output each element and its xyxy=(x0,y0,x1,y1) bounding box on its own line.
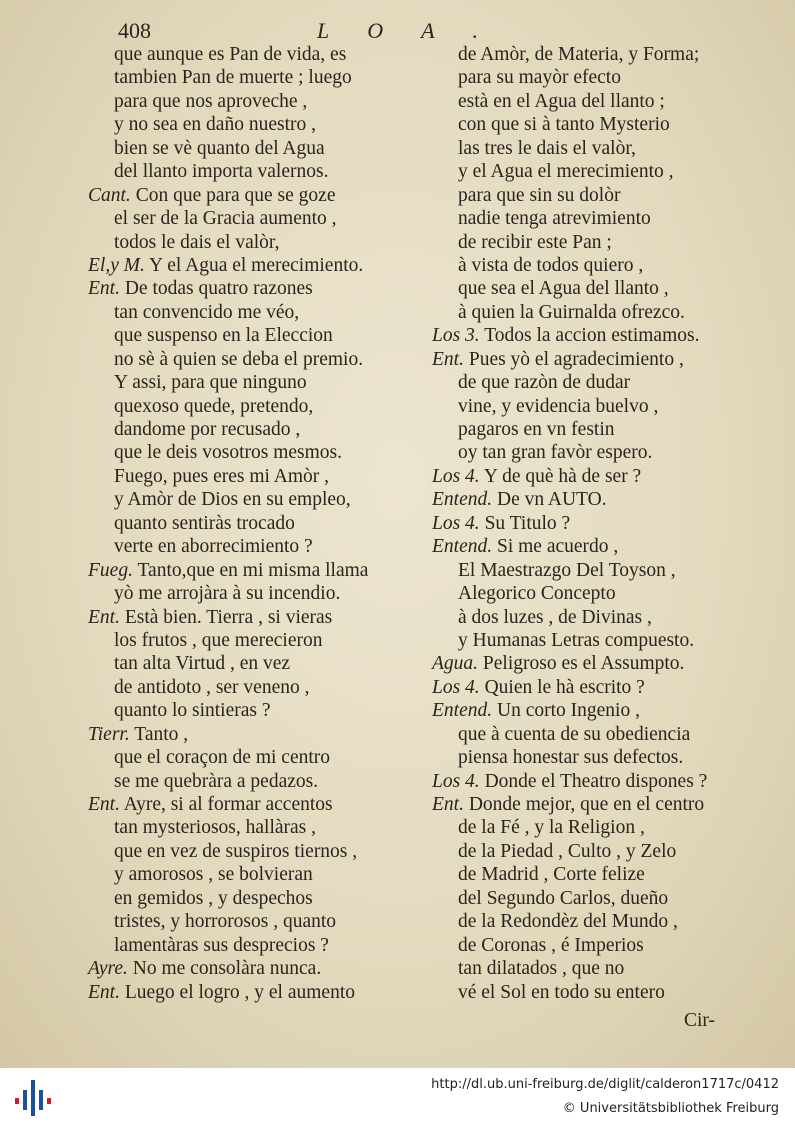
speaker-label: Ent. xyxy=(88,606,120,628)
speaker-label: Agua. xyxy=(432,653,479,675)
speaker-label: Ent. xyxy=(432,794,464,815)
text-line xyxy=(432,301,767,324)
text-line xyxy=(432,629,767,652)
text-line xyxy=(88,113,418,136)
verse-text: tan convencido me véo, xyxy=(114,301,300,323)
text-line xyxy=(432,488,767,511)
verse-text: para su mayòr efecto xyxy=(458,67,621,89)
text-line xyxy=(432,90,767,113)
text-line xyxy=(432,371,767,394)
verse-text: à dos luzes , de Divinas , xyxy=(458,606,652,628)
verse-text: Todos la accion estimamos. xyxy=(484,325,700,347)
verse-text: del llanto importa valernos. xyxy=(114,161,329,183)
text-line xyxy=(88,90,418,113)
verse-text: y Amòr de Dios en su empleo, xyxy=(114,489,351,511)
text-line xyxy=(88,488,418,511)
verse-text: vine, y evidencia buelvo , xyxy=(458,395,659,417)
verse-text: de Madrid , Corte felize xyxy=(458,864,645,886)
text-line xyxy=(432,512,767,535)
text-line xyxy=(88,277,418,300)
verse-text: Quien le hà escrito ? xyxy=(484,676,645,698)
source-url-link[interactable]: http://dl.ub.uni-freiburg.de/diglit/calderon1717c/0412 xyxy=(431,1077,779,1092)
verse-text: à quien la Guirnalda ofrezco. xyxy=(458,301,685,323)
text-line xyxy=(432,324,767,347)
text-line xyxy=(88,441,418,464)
text-line xyxy=(432,582,767,605)
text-line xyxy=(432,207,767,230)
text-line xyxy=(432,184,767,207)
text-line xyxy=(432,160,767,183)
text-line xyxy=(432,652,767,675)
text-line xyxy=(88,137,418,160)
verse-text: y Humanas Letras compuesto. xyxy=(458,629,695,651)
speaker-label: Entend. xyxy=(432,700,493,722)
verse-text: de que razòn de dudar xyxy=(458,372,631,394)
text-line xyxy=(88,184,418,207)
verse-text: yò me arrojàra à su incendio. xyxy=(114,583,341,605)
text-line xyxy=(432,723,767,746)
verse-text: verte en aborrecimiento ? xyxy=(114,536,313,558)
verse-text: tan alta Virtud , en vez xyxy=(114,653,291,675)
text-line xyxy=(88,863,418,886)
text-line xyxy=(432,348,767,371)
text-line xyxy=(88,770,418,793)
speaker-label: Los 4. xyxy=(432,770,480,792)
verse-text: vé el Sol en todo su entero xyxy=(458,981,665,1003)
verse-text: De vn AUTO. xyxy=(496,489,607,511)
verse-text: Fuego, pues eres mi Amòr , xyxy=(114,465,330,487)
speaker-label: Entend. xyxy=(432,536,493,558)
text-line xyxy=(432,395,767,418)
text-line xyxy=(432,699,767,722)
verse-text: de Coronas , é Imperios xyxy=(458,934,644,956)
text-line xyxy=(432,957,767,980)
verse-text: Luego el logro , y el aumento xyxy=(124,981,355,1003)
text-line xyxy=(88,652,418,675)
verse-text: lamentàras sus desprecios ? xyxy=(114,934,329,956)
verse-text: en gemidos , y despechos xyxy=(114,887,313,909)
text-line xyxy=(88,887,418,910)
verse-text: està en el Agua del llanto ; xyxy=(458,90,665,112)
left-column xyxy=(88,43,418,1004)
verse-text: No me consolàra nunca. xyxy=(132,958,322,980)
text-line xyxy=(432,559,767,582)
text-line xyxy=(88,606,418,629)
verse-text: Si me acuerdo , xyxy=(496,536,619,558)
text-line xyxy=(432,254,767,277)
text-line xyxy=(88,465,418,488)
verse-text: Y el Agua el merecimiento. xyxy=(149,254,364,276)
verse-text: De todas quatro razones xyxy=(124,278,313,300)
text-line xyxy=(432,113,767,136)
speaker-label: Los 4. xyxy=(432,512,480,534)
text-line xyxy=(88,66,418,89)
verse-text: que à cuenta de su obediencia xyxy=(458,723,691,745)
running-head: LOA. xyxy=(316,18,517,43)
speaker-label: Ent. xyxy=(88,981,120,1003)
verse-text: que en vez de suspiros tiernos , xyxy=(114,840,358,862)
text-line xyxy=(432,418,767,441)
footer-bar xyxy=(0,1068,795,1126)
verse-text: tambien Pan de muerte ; luego xyxy=(114,67,352,89)
verse-text: El Maestrazgo Del Toyson , xyxy=(458,559,676,581)
verse-text: que suspenso en la Eleccion xyxy=(114,325,333,347)
verse-text: Tanto , xyxy=(134,723,189,745)
verse-text: de la Redondèz del Mundo , xyxy=(458,911,678,933)
verse-text: del Segundo Carlos, dueño xyxy=(458,887,669,909)
text-line xyxy=(432,793,767,816)
verse-text: para que sin su dolòr xyxy=(458,184,621,206)
speaker-label: Los 4. xyxy=(432,465,480,487)
verse-text: à vista de todos quiero , xyxy=(458,254,644,276)
text-line xyxy=(432,981,767,1004)
verse-text: Pues yò el agradecimiento , xyxy=(468,348,684,370)
text-line xyxy=(88,746,418,769)
text-line xyxy=(88,301,418,324)
text-line xyxy=(432,887,767,910)
verse-text: de la Fé , y la Religion , xyxy=(458,817,645,839)
text-line xyxy=(88,840,418,863)
speaker-label: Cant. xyxy=(88,184,131,206)
page-number: 408 xyxy=(118,18,151,43)
text-line xyxy=(88,793,418,816)
text-line xyxy=(88,324,418,347)
text-line xyxy=(432,606,767,629)
speaker-label: Fueg. xyxy=(88,559,133,581)
verse-text: con que si à tanto Mysterio xyxy=(458,114,670,136)
speaker-label: Ayre. xyxy=(88,958,128,980)
text-line xyxy=(432,816,767,839)
verse-text: Està bien. Tierra , si vieras xyxy=(124,606,333,628)
text-line xyxy=(432,231,767,254)
verse-text: el ser de la Gracia aumento , xyxy=(114,208,337,230)
text-line xyxy=(432,137,767,160)
text-line xyxy=(88,371,418,394)
verse-text: para que nos aproveche , xyxy=(114,90,308,112)
text-line xyxy=(88,535,418,558)
speaker-label: Tierr. xyxy=(88,723,130,745)
right-column xyxy=(432,43,767,1004)
verse-text: de antidoto , ser veneno , xyxy=(114,676,310,698)
text-line xyxy=(88,418,418,441)
verse-text: quexoso quede, pretendo, xyxy=(114,395,314,417)
text-line xyxy=(88,559,418,582)
catchword: Cir- xyxy=(684,1010,716,1031)
text-line xyxy=(88,981,418,1004)
verse-text: quanto lo sintieras ? xyxy=(114,700,271,722)
text-line xyxy=(88,910,418,933)
text-line xyxy=(88,629,418,652)
text-line xyxy=(88,676,418,699)
verse-text: no sè à quien se deba el premio. xyxy=(114,348,364,370)
speaker-label: Ent. xyxy=(432,348,464,370)
speaker-label: Ent. xyxy=(88,278,120,300)
verse-text: Donde mejor, que en el centro xyxy=(468,794,705,815)
text-line xyxy=(88,160,418,183)
text-line xyxy=(432,863,767,886)
text-line xyxy=(432,465,767,488)
verse-text: Ayre, si al formar accentos xyxy=(123,794,333,815)
text-line xyxy=(88,395,418,418)
text-line xyxy=(432,770,767,793)
verse-text: Y assi, para que ninguno xyxy=(114,372,307,394)
verse-text: de Amòr, de Materia, y Forma; xyxy=(458,44,700,65)
speaker-label: Entend. xyxy=(432,489,493,511)
text-line xyxy=(432,43,767,66)
text-line xyxy=(432,66,767,89)
text-line xyxy=(88,957,418,980)
text-line xyxy=(88,348,418,371)
text-line xyxy=(432,676,767,699)
text-line xyxy=(432,277,767,300)
speaker-label: Los 4. xyxy=(432,676,480,698)
text-line xyxy=(432,746,767,769)
verse-text: Donde el Theatro dispones ? xyxy=(484,770,708,792)
verse-text: Con que para que se goze xyxy=(135,184,336,206)
verse-text: nadie tenga atrevimiento xyxy=(458,208,651,230)
text-line xyxy=(88,723,418,746)
text-line xyxy=(88,582,418,605)
text-line xyxy=(88,43,418,66)
text-line xyxy=(432,535,767,558)
text-line xyxy=(88,816,418,839)
text-line xyxy=(432,441,767,464)
speaker-label: El,y M. xyxy=(88,254,145,276)
verse-text: tan dilatados , que no xyxy=(458,958,625,980)
verse-text: y amorosos , se bolvieran xyxy=(114,864,313,886)
verse-text: los frutos , que merecieron xyxy=(114,629,323,651)
verse-text: Un corto Ingenio , xyxy=(496,700,640,722)
verse-text: se me quebràra a pedazos. xyxy=(114,770,319,792)
verse-text: y no sea en daño nuestro , xyxy=(114,114,316,136)
text-line xyxy=(88,231,418,254)
verse-text: Su Titulo ? xyxy=(484,512,571,534)
text-line xyxy=(432,910,767,933)
verse-text: de la Piedad , Culto , y Zelo xyxy=(458,840,677,862)
verse-text: pagaros en vn festin xyxy=(458,419,615,440)
text-line xyxy=(88,512,418,535)
verse-text: que sea el Agua del llanto , xyxy=(458,278,669,300)
library-logo-icon xyxy=(14,1078,54,1118)
verse-text: y el Agua el merecimiento , xyxy=(458,161,674,183)
verse-text: las tres le dais el valòr, xyxy=(458,137,636,159)
verse-text: dandome por recusado , xyxy=(114,419,301,440)
verse-text: quanto sentiràs trocado xyxy=(114,512,295,534)
verse-text: que el coraçon de mi centro xyxy=(114,747,331,769)
speaker-label: Los 3. xyxy=(432,325,480,347)
verse-text: Alegorico Concepto xyxy=(458,583,616,605)
text-line xyxy=(88,254,418,277)
text-line xyxy=(88,699,418,722)
verse-text: tan mysteriosos, hallàras , xyxy=(114,817,316,839)
verse-text: todos le dais el valòr, xyxy=(114,231,280,253)
text-line xyxy=(88,934,418,957)
verse-text: tristes, y horrorosos , quanto xyxy=(114,911,337,933)
verse-text: oy tan gran favòr espero. xyxy=(458,442,653,464)
verse-text: Tanto,que en mi misma llama xyxy=(137,559,369,581)
copyright-text: © Universitätsbibliothek Freiburg xyxy=(562,1101,779,1116)
verse-text: Peligroso es el Assumpto. xyxy=(482,653,685,675)
verse-text: que aunque es Pan de vida, es xyxy=(114,44,347,65)
verse-text: piensa honestar sus defectos. xyxy=(458,747,684,769)
verse-text: de recibir este Pan ; xyxy=(458,231,612,253)
text-line xyxy=(432,840,767,863)
text-line xyxy=(88,207,418,230)
verse-text: que le deis vosotros mesmos. xyxy=(114,442,343,464)
verse-text: Y de què hà de ser ? xyxy=(483,465,642,487)
speaker-label: Ent. xyxy=(88,794,120,815)
text-line xyxy=(432,934,767,957)
verse-text: bien se vè quanto del Agua xyxy=(114,137,325,159)
